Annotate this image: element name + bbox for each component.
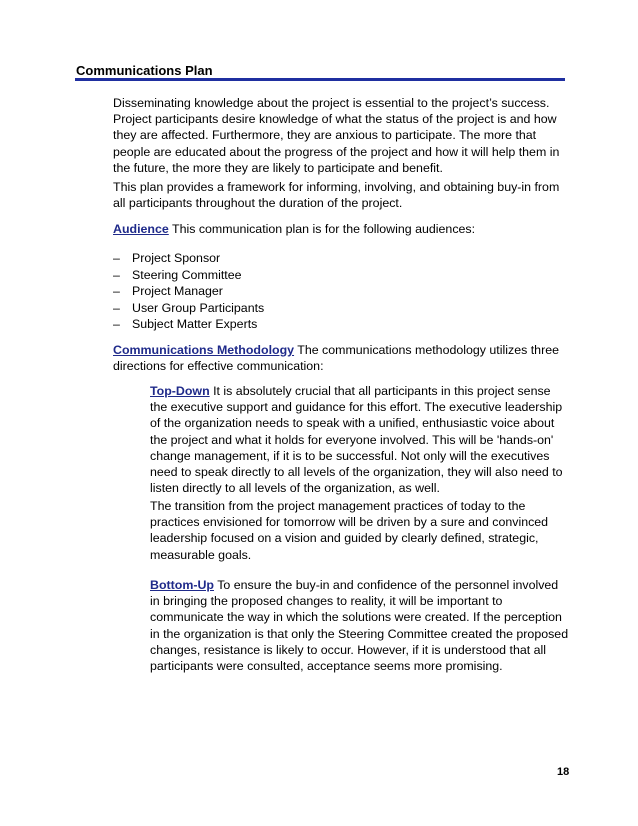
title-rule	[75, 78, 565, 81]
list-item	[113, 316, 264, 333]
transition-paragraph: The transition from the project management practices of today to the practices envisioned for tomorrow will be driven by a sure and convinced leadership focused on a vision and guided by clearly defined, strategic, measurable goals.	[150, 499, 549, 562]
audience-heading: Audience	[113, 222, 169, 236]
bullet-dash: –	[113, 267, 120, 282]
methodology-paragraph	[113, 342, 573, 374]
top-down-heading: Top-Down	[150, 384, 210, 398]
section-title: Communications Plan	[76, 63, 213, 78]
list-item	[113, 250, 264, 267]
audience-paragraph	[113, 221, 573, 237]
list-item	[113, 267, 264, 284]
list-item	[113, 300, 264, 317]
intro-paragraph-1: Disseminating knowledge about the project is essential to the project’s success. Project participants desire knowledge of what the status of the project is and how they are affected. Furthermore, they are anxious to participate. The more that people are educated about the progress of the project and how it will help them in the future, the more they are likely to participate and benefit.	[113, 96, 560, 175]
list-item-label: Steering Committee	[132, 267, 242, 282]
bullet-dash: –	[113, 317, 120, 332]
methodology-heading: Communications Methodology	[113, 343, 295, 357]
list-item-label: User Group Participants	[132, 300, 265, 315]
list-item-label: Project Sponsor	[132, 251, 221, 265]
list-item-label: Project Manager	[132, 284, 223, 299]
audience-text: This communication plan is for the following audiences:	[168, 222, 476, 236]
intro-paragraph-2: This plan provides a framework for informing, involving, and obtaining buy-in from all participants throughout the duration of the project.	[113, 180, 560, 211]
bottom-up-paragraph	[150, 577, 570, 674]
bullet-dash: –	[113, 284, 120, 299]
bullet-dash: –	[113, 300, 120, 315]
list-item	[113, 283, 264, 300]
methodology-text: The communications methodology utilizes three directions for effective communication:	[113, 343, 559, 374]
page-number: 18	[557, 766, 570, 778]
list-item-label: Subject Matter Experts	[132, 317, 258, 332]
bottom-up-heading: Bottom-Up	[150, 578, 214, 592]
bullet-dash: –	[113, 251, 120, 265]
bottom-up-text: To ensure the buy-in and confidence of the personnel involved in bringing the proposed changes to reality, it will be important to communicate the way in which the solutions were created. If the perception in the organization is that only the Steering Committee created the proposed changes, resistance is likely to occur. However, if it is understood that all participants were consulted, acceptance seems more promising.	[150, 578, 569, 674]
audience-list	[113, 250, 264, 333]
top-down-paragraph	[150, 383, 570, 496]
top-down-text: It is absolutely crucial that all participants in this project sense the executive support and guidance for this effort. The executive leadership of the organization needs to speak with a unified, enthusiastic voice about the project and what it holds for everyone involved. This will be 'hands-on' change management, if it is to be successful. Not only will the executives need to speak directly to all levels of the organization, they will also need to listen directly to all levels of the organization, as well.	[150, 384, 563, 496]
